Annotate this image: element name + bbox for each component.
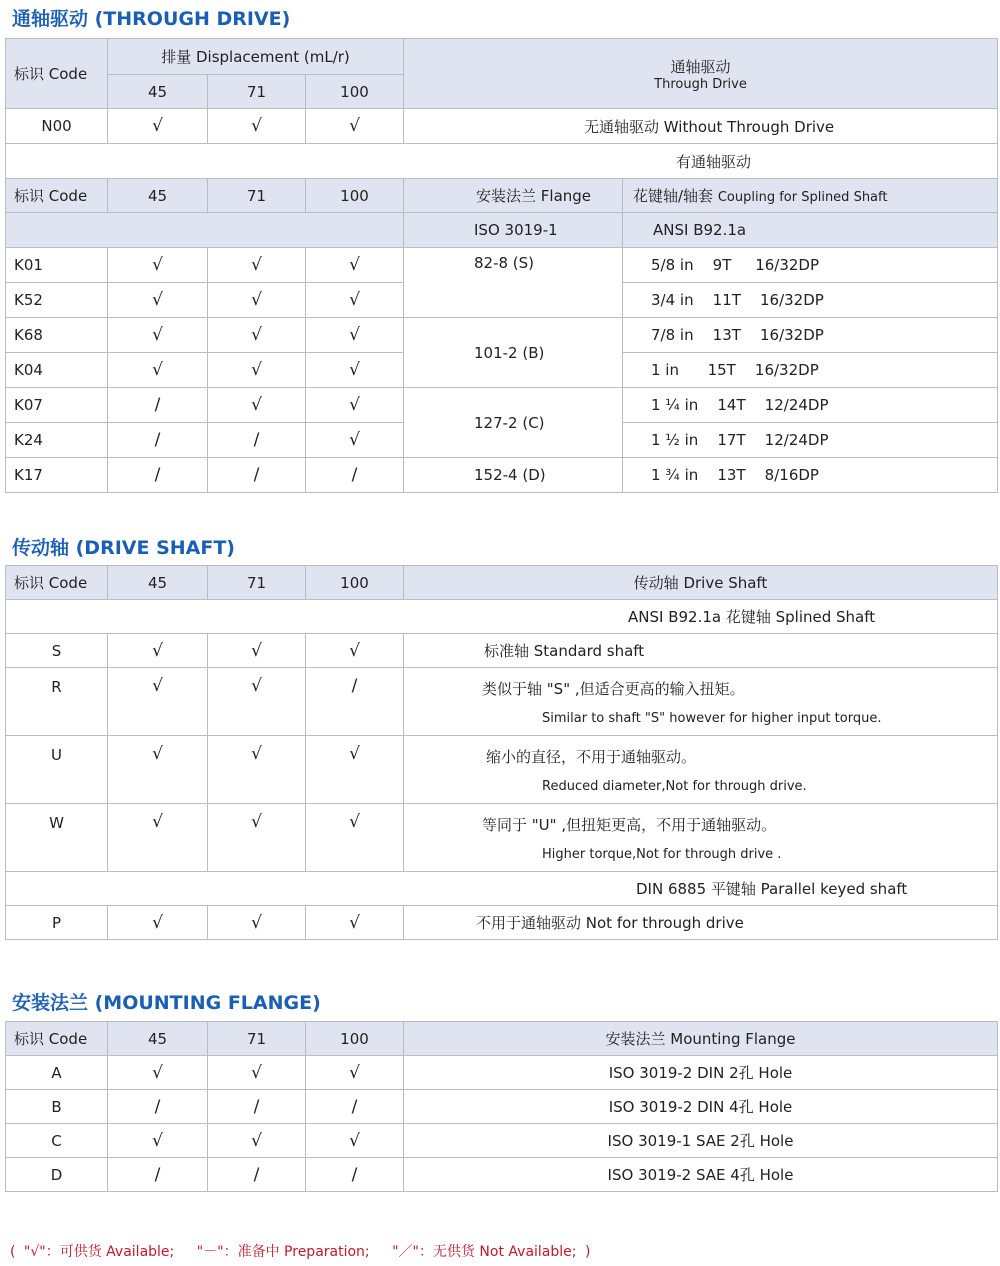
code-cell: U (6, 736, 108, 804)
table-row (6, 1124, 998, 1158)
availability-mark: √ (108, 1056, 208, 1090)
table-row (6, 318, 998, 353)
availability-mark: √ (208, 248, 306, 283)
header-size-45: 45 (108, 566, 208, 600)
coupling-cell: 1 in 15T 16/32DP (623, 353, 998, 388)
standard-flange: ISO 3019-1 (404, 213, 623, 248)
header-size-100: 100 (306, 1022, 404, 1056)
header-size-100: 100 (306, 75, 404, 109)
availability-mark: / (208, 1090, 306, 1124)
description-en: Similar to shaft "S" however for higher input torque. (542, 710, 882, 726)
description-cn: 缩小的直径，不用于通轴驱动。 (486, 747, 697, 766)
table-row (6, 804, 998, 872)
availability-mark: √ (306, 388, 404, 423)
availability-mark: √ (306, 804, 404, 872)
header-code: 标识 Code (6, 179, 108, 213)
availability-mark: √ (208, 804, 306, 872)
table-row (6, 736, 998, 804)
table-header-row (6, 566, 998, 600)
header-size-71: 71 (208, 179, 306, 213)
availability-mark: √ (306, 318, 404, 353)
coupling-cell: 3/4 in 11T 16/32DP (623, 283, 998, 318)
description-cell (404, 668, 998, 736)
availability-mark: √ (208, 668, 306, 736)
availability-mark: / (306, 1158, 404, 1192)
group-row (6, 872, 998, 906)
code-cell: B (6, 1090, 108, 1124)
availability-mark: / (108, 1158, 208, 1192)
code-cell: A (6, 1056, 108, 1090)
description-cell: ISO 3019-1 SAE 2孔 Hole (404, 1124, 998, 1158)
table-header-row (6, 179, 998, 213)
code-cell: S (6, 634, 108, 668)
availability-mark: √ (108, 318, 208, 353)
header-drive-shaft: 传动轴 Drive Shaft (404, 566, 998, 600)
availability-mark: √ (208, 1124, 306, 1158)
code-cell: K17 (6, 458, 108, 493)
code-cell: K24 (6, 423, 108, 458)
availability-mark: √ (208, 353, 306, 388)
availability-mark: √ (306, 353, 404, 388)
table-row (6, 906, 998, 940)
code-cell: D (6, 1158, 108, 1192)
header-code: 标识 Code (6, 566, 108, 600)
availability-mark: √ (108, 109, 208, 144)
availability-mark: √ (108, 736, 208, 804)
code-cell: C (6, 1124, 108, 1158)
availability-mark: √ (306, 736, 404, 804)
table-row (6, 668, 998, 736)
flange-cell: 82-8 (S) (404, 248, 623, 318)
section-title-drive-shaft: 传动轴 (DRIVE SHAFT) (12, 537, 235, 559)
standard-row (6, 213, 998, 248)
availability-mark: √ (306, 634, 404, 668)
code-cell: P (6, 906, 108, 940)
code-cell: R (6, 668, 108, 736)
availability-mark: √ (306, 248, 404, 283)
code-cell: W (6, 804, 108, 872)
description-cell: ISO 3019-2 SAE 4孔 Hole (404, 1158, 998, 1192)
availability-mark: √ (208, 283, 306, 318)
splined-shaft-label: ANSI B92.1a 花键轴 Splined Shaft (6, 600, 998, 634)
coupling-cell: 1 ¾ in 13T 8/16DP (623, 458, 998, 493)
section-title-mounting-flange: 安装法兰 (MOUNTING FLANGE) (12, 992, 321, 1014)
flange-cell: 127-2 (C) (404, 388, 623, 458)
coupling-cell: 1 ¼ in 14T 12/24DP (623, 388, 998, 423)
availability-mark: / (306, 458, 404, 493)
availability-mark: / (108, 458, 208, 493)
availability-mark: √ (208, 634, 306, 668)
availability-mark: √ (108, 906, 208, 940)
code-cell: N00 (6, 109, 108, 144)
availability-mark: √ (208, 318, 306, 353)
parallel-keyed-label: DIN 6885 平键轴 Parallel keyed shaft (6, 872, 998, 906)
header-size-100: 100 (306, 566, 404, 600)
mounting-flange-table (5, 1021, 998, 1192)
table-row (6, 634, 998, 668)
availability-mark: √ (108, 353, 208, 388)
availability-mark: √ (208, 109, 306, 144)
flange-cell: 152-4 (D) (404, 458, 623, 493)
header-size-71: 71 (208, 566, 306, 600)
legend-close-paren: ) (584, 1244, 591, 1260)
header-coupling-cn: 花键轴/轴套 (633, 187, 714, 205)
availability-mark: √ (108, 634, 208, 668)
availability-mark: √ (306, 283, 404, 318)
through-drive-table (5, 38, 998, 493)
with-through-drive-label: 有通轴驱动 (6, 144, 998, 179)
coupling-cell: 5/8 in 9T 16/32DP (623, 248, 998, 283)
description-cell: ISO 3019-2 DIN 4孔 Hole (404, 1090, 998, 1124)
group-row (6, 600, 998, 634)
table-row (6, 1158, 998, 1192)
description-cell: 无通轴驱动 Without Through Drive (404, 109, 998, 144)
table-header-row (6, 39, 998, 75)
header-size-71: 71 (208, 1022, 306, 1056)
coupling-cell: 1 ½ in 17T 12/24DP (623, 423, 998, 458)
description-cell: ISO 3019-2 DIN 2孔 Hole (404, 1056, 998, 1090)
header-through-drive-en: Through Drive (654, 76, 747, 92)
availability-mark: √ (208, 736, 306, 804)
availability-mark: √ (306, 109, 404, 144)
header-code: 标识 Code (6, 39, 108, 109)
header-flange: 安装法兰 Flange (404, 179, 623, 213)
flange-cell: 101-2 (B) (404, 318, 623, 388)
code-cell: K68 (6, 318, 108, 353)
availability-mark: √ (208, 388, 306, 423)
table-row (6, 1056, 998, 1090)
coupling-cell: 7/8 in 13T 16/32DP (623, 318, 998, 353)
table-row (6, 1090, 998, 1124)
code-cell: K07 (6, 388, 108, 423)
header-size-71: 71 (208, 75, 306, 109)
description-cn: 类似于轴 "S" ,但适合更高的输入扭矩。 (482, 679, 745, 698)
standard-coupling: ANSI B92.1a (623, 213, 998, 248)
description-cell (404, 736, 998, 804)
legend-open-paren: ( (10, 1244, 16, 1260)
availability-mark: / (306, 668, 404, 736)
header-coupling (623, 179, 998, 213)
availability-mark: √ (306, 906, 404, 940)
availability-mark: √ (108, 248, 208, 283)
availability-mark: / (108, 388, 208, 423)
table-header-row (6, 1022, 998, 1056)
description-cell: 标准轴 Standard shaft (404, 634, 998, 668)
table-row (6, 248, 998, 283)
table-row (6, 109, 998, 144)
availability-mark: √ (108, 283, 208, 318)
section-title-through-drive: 通轴驱动 (THROUGH DRIVE) (12, 8, 291, 30)
code-cell: K04 (6, 353, 108, 388)
availability-mark: √ (108, 668, 208, 736)
availability-mark: / (208, 1158, 306, 1192)
description-en: Reduced diameter,Not for through drive. (542, 778, 807, 794)
availability-mark: / (108, 1090, 208, 1124)
legend-preparation: "－"：准备中 Preparation; (196, 1244, 370, 1260)
availability-mark: √ (306, 1124, 404, 1158)
legend-not-available: "／"：无供货 Not Available; (392, 1244, 577, 1260)
availability-mark: √ (306, 1056, 404, 1090)
availability-mark: / (208, 458, 306, 493)
availability-mark: / (108, 423, 208, 458)
availability-mark: √ (208, 1056, 306, 1090)
header-coupling-en: Coupling for Splined Shaft (717, 190, 888, 205)
header-through-drive-cn: 通轴驱动 (670, 57, 731, 76)
availability-mark: √ (108, 1124, 208, 1158)
code-cell: K52 (6, 283, 108, 318)
description-cn: 等同于 "U" ,但扭矩更高，不用于通轴驱动。 (482, 815, 777, 834)
legend (10, 1241, 594, 1261)
code-cell: K01 (6, 248, 108, 283)
availability-mark: / (306, 1090, 404, 1124)
header-code: 标识 Code (6, 1022, 108, 1056)
standard-blank (6, 213, 404, 248)
header-size-100: 100 (306, 179, 404, 213)
availability-mark: / (208, 423, 306, 458)
legend-available: "√"：可供货 Available; (23, 1244, 175, 1260)
availability-mark: √ (108, 804, 208, 872)
header-size-45: 45 (108, 179, 208, 213)
header-size-45: 45 (108, 75, 208, 109)
header-size-45: 45 (108, 1022, 208, 1056)
table-row (6, 458, 998, 493)
description-en: Higher torque,Not for through drive . (542, 846, 782, 862)
group-row (6, 144, 998, 179)
availability-mark: √ (306, 423, 404, 458)
description-cell: 不用于通轴驱动 Not for through drive (404, 906, 998, 940)
table-row (6, 388, 998, 423)
drive-shaft-table (5, 565, 998, 940)
header-displacement: 排量 Displacement (mL/r) (108, 39, 404, 75)
description-cell (404, 804, 998, 872)
header-mounting-flange: 安装法兰 Mounting Flange (404, 1022, 998, 1056)
header-through-drive (404, 39, 998, 109)
availability-mark: √ (208, 906, 306, 940)
